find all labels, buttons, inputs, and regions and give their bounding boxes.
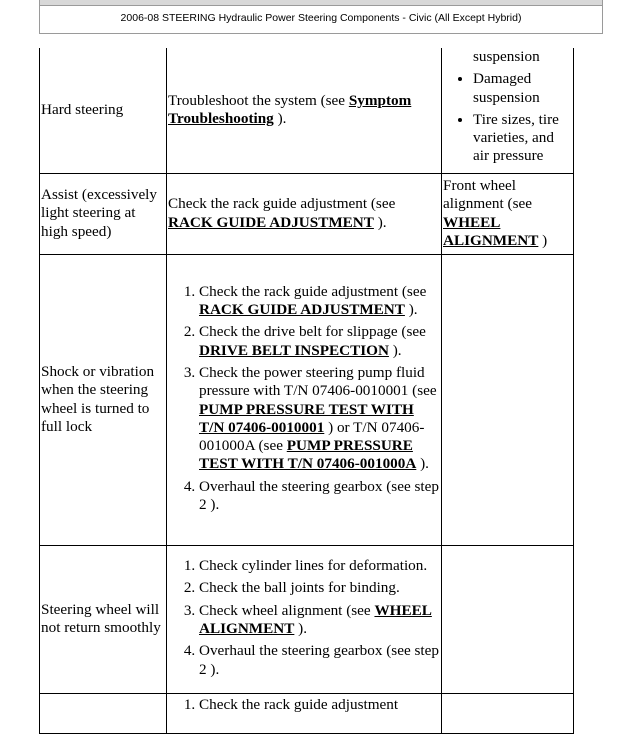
cause-cell xyxy=(442,254,574,545)
troubleshooting-table xyxy=(39,48,574,734)
table-row xyxy=(40,254,574,545)
list-item: suspension xyxy=(473,48,540,65)
wheel-alignment-link[interactable]: WHEEL ALIGNMENT xyxy=(199,601,432,637)
procedure-cell xyxy=(167,545,442,693)
document-title: 2006-08 STEERING Hydraulic Power Steering Components - Civic (All Except Hybrid) xyxy=(120,12,522,24)
list-item: 4. Overhaul the steering gearbox (see step 2 ). xyxy=(199,642,440,679)
symptom-cell xyxy=(40,48,167,173)
symptom-troubleshooting-link[interactable]: Symptom Troubleshooting xyxy=(168,91,412,128)
cause-cell xyxy=(442,48,574,173)
procedure-text: Troubleshoot the system (see xyxy=(168,91,349,109)
step-list xyxy=(168,557,440,679)
wheel-alignment-link[interactable]: WHEEL ALIGNMENT xyxy=(443,213,539,249)
list-item: 4. Overhaul the steering gearbox (see step 2 ). xyxy=(199,478,440,515)
list-item xyxy=(199,364,440,474)
rack-guide-adjustment-link[interactable]: RACK GUIDE ADJUSTMENT xyxy=(199,301,405,319)
step-list xyxy=(168,283,440,515)
symptom-cell xyxy=(40,254,167,545)
symptom-text: Assist (excessively light steering at high speed) xyxy=(41,186,157,240)
cause-text: Front wheel alignment (see xyxy=(443,176,532,213)
step-text: Check the drive belt for slippage (see xyxy=(199,323,426,341)
table-row xyxy=(40,693,574,733)
symptom-text: Steering wheel will not return smoothly xyxy=(41,600,161,636)
list-item: 1. Check cylinder lines for deformation. xyxy=(199,557,440,575)
list-item xyxy=(199,602,440,639)
step-text: Check wheel alignment (see xyxy=(199,601,375,619)
symptom-cell xyxy=(40,545,167,693)
symptom-cell xyxy=(40,173,167,254)
symptom-text: Hard steering xyxy=(41,101,124,119)
step-list xyxy=(168,696,440,714)
cause-cell xyxy=(442,545,574,693)
step-text: Check the power steering pump fluid pressure with T/N 07406-0010001 (see xyxy=(199,363,437,400)
rack-guide-adjustment-link[interactable]: RACK GUIDE ADJUSTMENT xyxy=(168,213,374,231)
page-header xyxy=(39,0,603,34)
pump-pressure-test-0010001-link[interactable]: PUMP PRESSURE TEST WITH T/N 07406-0010001 xyxy=(199,400,414,436)
procedure-text-end: ). xyxy=(273,110,287,128)
step-text-end: ). xyxy=(388,341,402,359)
list-item xyxy=(199,283,440,320)
procedure-cell xyxy=(167,173,442,254)
step-text-end: ). xyxy=(416,455,429,473)
list-item: 1. Check the rack guide adjustment xyxy=(199,696,440,714)
symptom-text: Shock or vibration when the steering wheel is turned to full lock xyxy=(41,362,155,435)
list-item xyxy=(199,323,440,360)
symptom-cell xyxy=(40,693,167,733)
header-strip xyxy=(40,0,602,6)
list-item: • Tire sizes, tire varieties, and air pressure xyxy=(473,111,572,166)
step-text-end: ). xyxy=(404,301,418,319)
pump-pressure-test-001000a-link[interactable]: PUMP PRESSURE TEST WITH T/N 07406-001000A xyxy=(199,437,417,473)
drive-belt-inspection-link[interactable]: DRIVE BELT INSPECTION xyxy=(199,341,389,359)
table-row xyxy=(40,173,574,254)
cause-cell xyxy=(442,693,574,733)
procedure-cell xyxy=(167,693,442,733)
list-item: 2. Check the ball joints for binding. xyxy=(199,579,440,597)
table-row xyxy=(40,48,574,173)
step-text-end: ). xyxy=(294,620,308,637)
procedure-text: Check the rack guide adjustment (see xyxy=(168,195,396,213)
cause-cell xyxy=(442,173,574,254)
procedure-cell xyxy=(167,48,442,173)
table-row xyxy=(40,545,574,693)
step-text-mid: ) or T/N 07406-001000A (see xyxy=(199,418,425,455)
cause-text-end: ) xyxy=(538,231,548,249)
procedure-cell xyxy=(167,254,442,545)
procedure-text-end: ). xyxy=(373,213,387,231)
list-item: • Damaged suspension xyxy=(473,70,572,107)
step-text: Check the rack guide adjustment (see xyxy=(199,282,427,300)
cause-list xyxy=(443,48,572,166)
